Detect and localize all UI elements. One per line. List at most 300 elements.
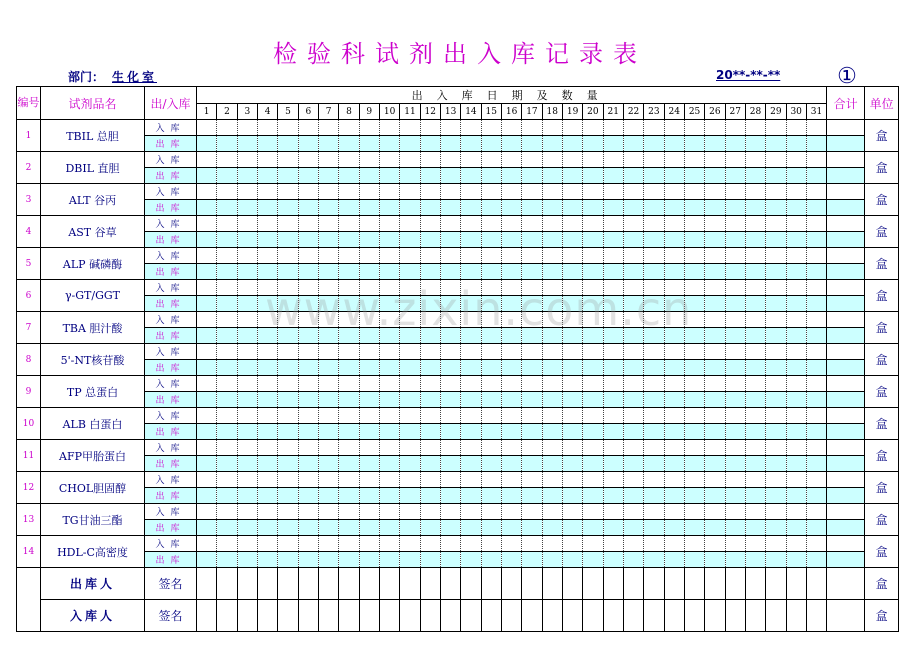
out-qty-cell[interactable] (298, 424, 318, 440)
out-qty-cell[interactable] (197, 360, 217, 376)
out-qty-cell[interactable] (766, 168, 786, 184)
out-qty-cell[interactable] (623, 168, 643, 184)
in-qty-cell[interactable] (623, 376, 643, 392)
in-qty-cell[interactable] (461, 120, 481, 136)
in-qty-cell[interactable] (298, 504, 318, 520)
out-qty-cell[interactable] (806, 200, 826, 216)
out-qty-cell[interactable] (197, 456, 217, 472)
out-qty-cell[interactable] (745, 296, 765, 312)
in-qty-cell[interactable] (379, 152, 399, 168)
signature-cell[interactable] (257, 600, 277, 632)
in-qty-cell[interactable] (522, 344, 542, 360)
out-qty-cell[interactable] (725, 360, 745, 376)
out-qty-cell[interactable] (339, 264, 359, 280)
out-qty-cell[interactable] (806, 456, 826, 472)
in-qty-cell[interactable] (745, 472, 765, 488)
signature-cell[interactable] (420, 568, 440, 600)
in-qty-cell[interactable] (318, 152, 338, 168)
in-qty-cell[interactable] (237, 376, 257, 392)
signature-cell[interactable] (623, 600, 643, 632)
in-qty-cell[interactable] (583, 376, 603, 392)
in-qty-cell[interactable] (481, 216, 501, 232)
out-qty-cell[interactable] (318, 488, 338, 504)
out-qty-cell[interactable] (684, 136, 704, 152)
in-qty-cell[interactable] (379, 536, 399, 552)
out-qty-cell[interactable] (461, 264, 481, 280)
in-qty-cell[interactable] (379, 216, 399, 232)
in-qty-cell[interactable] (644, 184, 664, 200)
out-qty-cell[interactable] (745, 168, 765, 184)
in-qty-cell[interactable] (705, 408, 725, 424)
out-qty-cell[interactable] (725, 200, 745, 216)
in-qty-cell[interactable] (583, 408, 603, 424)
in-qty-cell[interactable] (197, 536, 217, 552)
out-qty-cell[interactable] (481, 168, 501, 184)
out-qty-cell[interactable] (237, 552, 257, 568)
out-qty-cell[interactable] (705, 200, 725, 216)
out-qty-cell[interactable] (786, 424, 806, 440)
in-qty-cell[interactable] (278, 216, 298, 232)
out-qty-cell[interactable] (278, 328, 298, 344)
in-qty-cell[interactable] (278, 248, 298, 264)
signature-cell[interactable] (359, 600, 379, 632)
out-qty-cell[interactable] (725, 296, 745, 312)
out-qty-cell[interactable] (318, 296, 338, 312)
out-qty-cell[interactable] (603, 424, 623, 440)
out-qty-cell[interactable] (583, 232, 603, 248)
in-qty-cell[interactable] (298, 280, 318, 296)
out-qty-cell[interactable] (481, 264, 501, 280)
out-qty-cell[interactable] (623, 200, 643, 216)
out-qty-cell[interactable] (806, 360, 826, 376)
signature-cell[interactable] (583, 600, 603, 632)
in-qty-cell[interactable] (420, 472, 440, 488)
signature-cell[interactable] (766, 568, 786, 600)
in-qty-cell[interactable] (237, 216, 257, 232)
out-qty-cell[interactable] (359, 488, 379, 504)
in-qty-cell[interactable] (217, 184, 237, 200)
in-qty-cell[interactable] (542, 344, 562, 360)
in-qty-cell[interactable] (583, 472, 603, 488)
out-qty-cell[interactable] (359, 296, 379, 312)
in-qty-cell[interactable] (562, 344, 582, 360)
out-total-cell[interactable] (827, 328, 865, 344)
out-qty-cell[interactable] (644, 392, 664, 408)
out-qty-cell[interactable] (461, 456, 481, 472)
in-total-cell[interactable] (827, 408, 865, 424)
in-qty-cell[interactable] (725, 152, 745, 168)
in-qty-cell[interactable] (623, 120, 643, 136)
in-qty-cell[interactable] (237, 440, 257, 456)
out-qty-cell[interactable] (237, 200, 257, 216)
in-qty-cell[interactable] (522, 440, 542, 456)
out-qty-cell[interactable] (257, 552, 277, 568)
out-qty-cell[interactable] (237, 136, 257, 152)
out-qty-cell[interactable] (562, 392, 582, 408)
out-qty-cell[interactable] (420, 520, 440, 536)
in-qty-cell[interactable] (197, 472, 217, 488)
out-qty-cell[interactable] (623, 456, 643, 472)
in-qty-cell[interactable] (664, 216, 684, 232)
in-qty-cell[interactable] (745, 248, 765, 264)
out-qty-cell[interactable] (522, 200, 542, 216)
in-qty-cell[interactable] (562, 152, 582, 168)
out-qty-cell[interactable] (481, 360, 501, 376)
signature-cell[interactable] (664, 600, 684, 632)
out-qty-cell[interactable] (522, 424, 542, 440)
in-qty-cell[interactable] (318, 120, 338, 136)
in-qty-cell[interactable] (237, 280, 257, 296)
out-qty-cell[interactable] (197, 136, 217, 152)
in-qty-cell[interactable] (318, 216, 338, 232)
out-qty-cell[interactable] (786, 360, 806, 376)
in-qty-cell[interactable] (562, 440, 582, 456)
out-qty-cell[interactable] (420, 232, 440, 248)
out-qty-cell[interactable] (766, 360, 786, 376)
in-qty-cell[interactable] (725, 536, 745, 552)
out-qty-cell[interactable] (257, 136, 277, 152)
out-qty-cell[interactable] (745, 264, 765, 280)
in-qty-cell[interactable] (786, 280, 806, 296)
in-qty-cell[interactable] (705, 344, 725, 360)
in-qty-cell[interactable] (461, 472, 481, 488)
in-qty-cell[interactable] (461, 408, 481, 424)
out-qty-cell[interactable] (298, 552, 318, 568)
in-qty-cell[interactable] (684, 152, 704, 168)
in-qty-cell[interactable] (217, 248, 237, 264)
out-qty-cell[interactable] (603, 136, 623, 152)
in-qty-cell[interactable] (562, 504, 582, 520)
signature-cell[interactable] (725, 568, 745, 600)
in-total-cell[interactable] (827, 152, 865, 168)
out-qty-cell[interactable] (644, 232, 664, 248)
out-qty-cell[interactable] (766, 424, 786, 440)
out-qty-cell[interactable] (420, 456, 440, 472)
in-qty-cell[interactable] (684, 344, 704, 360)
out-qty-cell[interactable] (522, 520, 542, 536)
out-qty-cell[interactable] (257, 264, 277, 280)
in-qty-cell[interactable] (339, 536, 359, 552)
out-qty-cell[interactable] (806, 488, 826, 504)
out-qty-cell[interactable] (359, 200, 379, 216)
out-qty-cell[interactable] (420, 200, 440, 216)
out-qty-cell[interactable] (644, 296, 664, 312)
in-qty-cell[interactable] (257, 152, 277, 168)
out-qty-cell[interactable] (562, 232, 582, 248)
signature-cell[interactable] (583, 568, 603, 600)
in-qty-cell[interactable] (237, 120, 257, 136)
out-qty-cell[interactable] (359, 264, 379, 280)
in-qty-cell[interactable] (278, 312, 298, 328)
in-qty-cell[interactable] (257, 440, 277, 456)
in-qty-cell[interactable] (257, 312, 277, 328)
out-qty-cell[interactable] (623, 424, 643, 440)
in-qty-cell[interactable] (359, 152, 379, 168)
out-qty-cell[interactable] (684, 392, 704, 408)
out-qty-cell[interactable] (501, 328, 521, 344)
in-qty-cell[interactable] (725, 248, 745, 264)
in-qty-cell[interactable] (197, 344, 217, 360)
out-qty-cell[interactable] (664, 424, 684, 440)
out-qty-cell[interactable] (684, 360, 704, 376)
in-qty-cell[interactable] (318, 408, 338, 424)
out-qty-cell[interactable] (481, 328, 501, 344)
out-qty-cell[interactable] (705, 520, 725, 536)
out-qty-cell[interactable] (562, 168, 582, 184)
in-qty-cell[interactable] (400, 120, 420, 136)
in-qty-cell[interactable] (481, 472, 501, 488)
out-qty-cell[interactable] (786, 200, 806, 216)
in-qty-cell[interactable] (197, 312, 217, 328)
out-qty-cell[interactable] (461, 488, 481, 504)
in-qty-cell[interactable] (359, 472, 379, 488)
in-qty-cell[interactable] (603, 536, 623, 552)
out-qty-cell[interactable] (745, 552, 765, 568)
out-total-cell[interactable] (827, 392, 865, 408)
in-qty-cell[interactable] (745, 408, 765, 424)
out-qty-cell[interactable] (786, 552, 806, 568)
in-qty-cell[interactable] (522, 280, 542, 296)
in-qty-cell[interactable] (237, 312, 257, 328)
out-qty-cell[interactable] (562, 296, 582, 312)
out-qty-cell[interactable] (217, 328, 237, 344)
in-qty-cell[interactable] (684, 440, 704, 456)
in-qty-cell[interactable] (461, 344, 481, 360)
out-qty-cell[interactable] (766, 488, 786, 504)
out-qty-cell[interactable] (583, 392, 603, 408)
out-qty-cell[interactable] (197, 168, 217, 184)
in-qty-cell[interactable] (400, 536, 420, 552)
in-qty-cell[interactable] (501, 504, 521, 520)
in-qty-cell[interactable] (623, 440, 643, 456)
in-qty-cell[interactable] (522, 504, 542, 520)
in-qty-cell[interactable] (237, 472, 257, 488)
out-qty-cell[interactable] (786, 168, 806, 184)
out-qty-cell[interactable] (603, 328, 623, 344)
in-qty-cell[interactable] (379, 472, 399, 488)
out-qty-cell[interactable] (318, 168, 338, 184)
signature-cell[interactable] (257, 568, 277, 600)
in-qty-cell[interactable] (359, 344, 379, 360)
in-qty-cell[interactable] (542, 504, 562, 520)
in-qty-cell[interactable] (339, 504, 359, 520)
out-qty-cell[interactable] (603, 264, 623, 280)
out-qty-cell[interactable] (644, 264, 664, 280)
in-qty-cell[interactable] (786, 312, 806, 328)
in-qty-cell[interactable] (379, 120, 399, 136)
in-qty-cell[interactable] (684, 248, 704, 264)
out-qty-cell[interactable] (522, 232, 542, 248)
in-total-cell[interactable] (827, 376, 865, 392)
in-qty-cell[interactable] (501, 152, 521, 168)
out-qty-cell[interactable] (786, 328, 806, 344)
out-qty-cell[interactable] (766, 520, 786, 536)
in-qty-cell[interactable] (420, 248, 440, 264)
out-qty-cell[interactable] (623, 552, 643, 568)
in-qty-cell[interactable] (501, 536, 521, 552)
out-qty-cell[interactable] (318, 520, 338, 536)
out-qty-cell[interactable] (379, 264, 399, 280)
in-qty-cell[interactable] (237, 408, 257, 424)
out-qty-cell[interactable] (257, 328, 277, 344)
out-qty-cell[interactable] (644, 520, 664, 536)
out-total-cell[interactable] (827, 136, 865, 152)
out-qty-cell[interactable] (725, 552, 745, 568)
signature-cell[interactable] (339, 568, 359, 600)
out-qty-cell[interactable] (257, 360, 277, 376)
out-qty-cell[interactable] (420, 424, 440, 440)
out-qty-cell[interactable] (766, 456, 786, 472)
out-qty-cell[interactable] (644, 456, 664, 472)
signature-cell[interactable] (806, 568, 826, 600)
out-qty-cell[interactable] (339, 360, 359, 376)
signature-cell[interactable] (278, 568, 298, 600)
in-qty-cell[interactable] (420, 408, 440, 424)
out-qty-cell[interactable] (562, 200, 582, 216)
signature-cell[interactable] (501, 600, 521, 632)
in-qty-cell[interactable] (806, 152, 826, 168)
out-qty-cell[interactable] (522, 456, 542, 472)
out-qty-cell[interactable] (664, 136, 684, 152)
out-qty-cell[interactable] (603, 296, 623, 312)
out-qty-cell[interactable] (806, 168, 826, 184)
in-qty-cell[interactable] (278, 280, 298, 296)
in-qty-cell[interactable] (359, 120, 379, 136)
out-qty-cell[interactable] (501, 232, 521, 248)
out-qty-cell[interactable] (583, 552, 603, 568)
in-qty-cell[interactable] (766, 376, 786, 392)
in-qty-cell[interactable] (522, 216, 542, 232)
in-qty-cell[interactable] (461, 248, 481, 264)
out-qty-cell[interactable] (725, 328, 745, 344)
in-qty-cell[interactable] (786, 376, 806, 392)
in-qty-cell[interactable] (745, 344, 765, 360)
in-qty-cell[interactable] (501, 280, 521, 296)
in-qty-cell[interactable] (583, 248, 603, 264)
out-qty-cell[interactable] (339, 328, 359, 344)
in-qty-cell[interactable] (481, 440, 501, 456)
in-qty-cell[interactable] (644, 120, 664, 136)
in-qty-cell[interactable] (501, 312, 521, 328)
signature-cell[interactable] (298, 600, 318, 632)
out-qty-cell[interactable] (481, 488, 501, 504)
in-qty-cell[interactable] (278, 504, 298, 520)
in-qty-cell[interactable] (725, 408, 745, 424)
out-qty-cell[interactable] (501, 488, 521, 504)
in-qty-cell[interactable] (786, 120, 806, 136)
in-qty-cell[interactable] (359, 216, 379, 232)
out-qty-cell[interactable] (542, 232, 562, 248)
in-qty-cell[interactable] (542, 312, 562, 328)
out-qty-cell[interactable] (766, 136, 786, 152)
in-qty-cell[interactable] (583, 344, 603, 360)
out-qty-cell[interactable] (542, 392, 562, 408)
out-qty-cell[interactable] (766, 264, 786, 280)
in-qty-cell[interactable] (501, 344, 521, 360)
in-qty-cell[interactable] (197, 248, 217, 264)
in-qty-cell[interactable] (542, 280, 562, 296)
in-qty-cell[interactable] (501, 376, 521, 392)
in-qty-cell[interactable] (217, 344, 237, 360)
out-qty-cell[interactable] (359, 232, 379, 248)
out-qty-cell[interactable] (359, 360, 379, 376)
out-qty-cell[interactable] (237, 456, 257, 472)
in-qty-cell[interactable] (400, 248, 420, 264)
in-qty-cell[interactable] (420, 312, 440, 328)
out-qty-cell[interactable] (400, 264, 420, 280)
out-qty-cell[interactable] (339, 168, 359, 184)
out-qty-cell[interactable] (257, 424, 277, 440)
out-qty-cell[interactable] (278, 360, 298, 376)
in-qty-cell[interactable] (400, 184, 420, 200)
out-total-cell[interactable] (827, 424, 865, 440)
in-qty-cell[interactable] (786, 536, 806, 552)
in-qty-cell[interactable] (420, 120, 440, 136)
out-qty-cell[interactable] (623, 392, 643, 408)
out-qty-cell[interactable] (318, 232, 338, 248)
out-qty-cell[interactable] (197, 424, 217, 440)
in-total-cell[interactable] (827, 504, 865, 520)
signature-cell[interactable] (461, 568, 481, 600)
in-qty-cell[interactable] (298, 344, 318, 360)
in-qty-cell[interactable] (461, 280, 481, 296)
in-qty-cell[interactable] (542, 248, 562, 264)
in-qty-cell[interactable] (400, 216, 420, 232)
in-qty-cell[interactable] (217, 408, 237, 424)
out-qty-cell[interactable] (461, 520, 481, 536)
signature-cell[interactable] (379, 568, 399, 600)
out-qty-cell[interactable] (298, 200, 318, 216)
in-qty-cell[interactable] (766, 440, 786, 456)
in-qty-cell[interactable] (501, 440, 521, 456)
in-qty-cell[interactable] (745, 280, 765, 296)
out-qty-cell[interactable] (461, 200, 481, 216)
in-qty-cell[interactable] (623, 504, 643, 520)
in-qty-cell[interactable] (806, 312, 826, 328)
in-qty-cell[interactable] (339, 376, 359, 392)
in-qty-cell[interactable] (623, 472, 643, 488)
signature-cell[interactable] (197, 568, 217, 600)
out-qty-cell[interactable] (298, 360, 318, 376)
out-qty-cell[interactable] (359, 136, 379, 152)
in-qty-cell[interactable] (664, 408, 684, 424)
in-qty-cell[interactable] (501, 408, 521, 424)
out-qty-cell[interactable] (562, 488, 582, 504)
out-qty-cell[interactable] (461, 392, 481, 408)
out-qty-cell[interactable] (237, 392, 257, 408)
out-qty-cell[interactable] (583, 456, 603, 472)
signature-cell[interactable] (237, 568, 257, 600)
in-qty-cell[interactable] (542, 184, 562, 200)
out-qty-cell[interactable] (257, 168, 277, 184)
out-qty-cell[interactable] (705, 424, 725, 440)
out-qty-cell[interactable] (400, 392, 420, 408)
in-qty-cell[interactable] (644, 248, 664, 264)
out-qty-cell[interactable] (278, 136, 298, 152)
out-qty-cell[interactable] (542, 488, 562, 504)
in-total-cell[interactable] (827, 472, 865, 488)
signature-cell[interactable] (440, 600, 460, 632)
in-qty-cell[interactable] (745, 504, 765, 520)
in-qty-cell[interactable] (278, 184, 298, 200)
in-qty-cell[interactable] (217, 280, 237, 296)
out-qty-cell[interactable] (705, 488, 725, 504)
signature-cell[interactable] (786, 568, 806, 600)
signature-cell[interactable] (339, 600, 359, 632)
out-qty-cell[interactable] (623, 264, 643, 280)
out-qty-cell[interactable] (806, 296, 826, 312)
signature-cell[interactable] (542, 568, 562, 600)
